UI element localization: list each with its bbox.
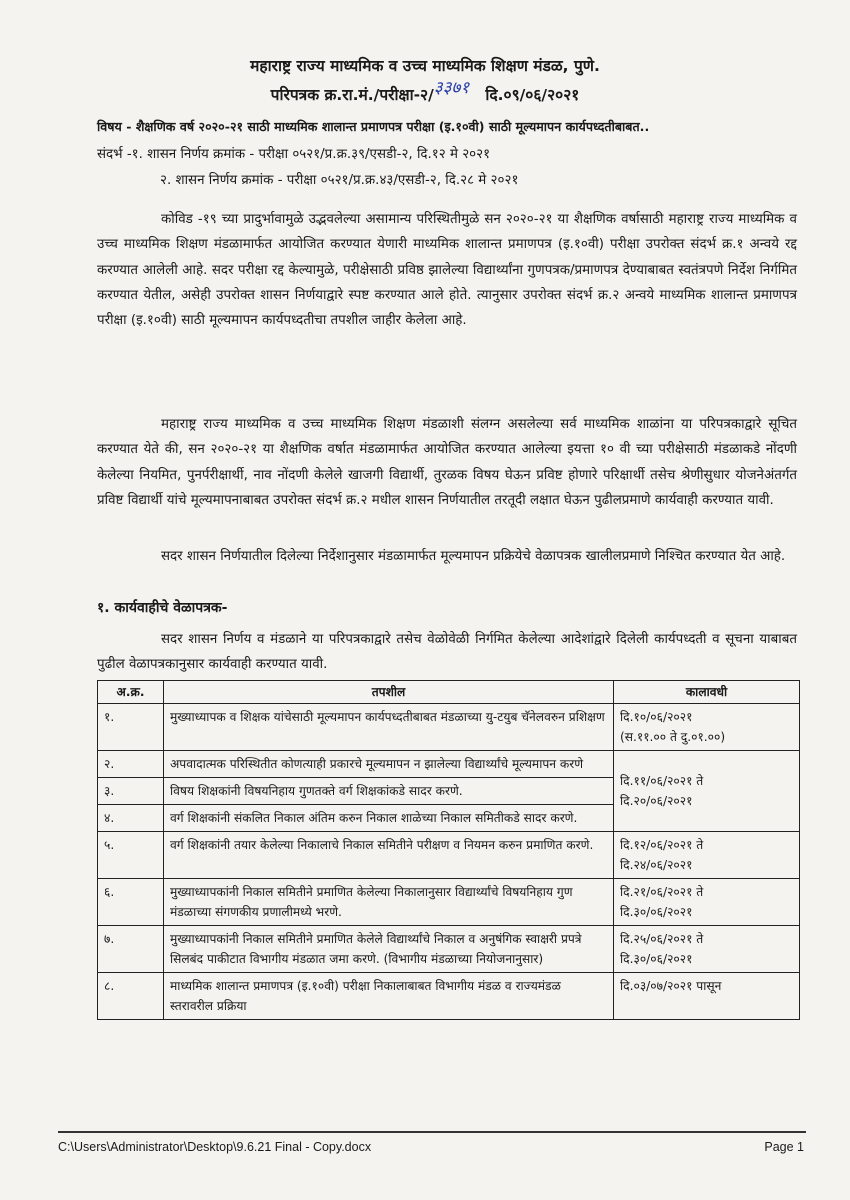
table-header-row (98, 681, 800, 704)
period-line-2: दि.३०/०६/२०२१ (620, 952, 693, 966)
circular-date: दि.०९/०६/२०२१ (485, 86, 580, 104)
table-row (98, 704, 800, 751)
row-period (614, 832, 800, 879)
paragraph-1 (97, 207, 797, 333)
column-header-serial: अ.क्र. (98, 681, 164, 704)
section-heading: १. कार्यवाहीचे वेळापत्रक- (97, 600, 228, 616)
row-period (614, 704, 800, 751)
period-line-2: दि.२४/०६/२०२१ (620, 858, 693, 872)
paragraph-4-text: सदर शासन निर्णय व मंडळाने या परिपत्रकाद्वारे तसेच वेळोवेळी निर्गमित केलेल्या आदेशांद्वारे दिलेली कार्यपध्दती व सूचना याबाबत पुढील वेळापत्रकानुसार कार्यवाही करण्यात यावी. (97, 632, 797, 673)
table-row (98, 926, 800, 973)
row-detail: अपवादात्मक परिस्थितीत कोणत्याही प्रकारचे मूल्यमापन न झालेल्या विद्यार्थ्यांचे मूल्यमापन करणे (164, 751, 614, 778)
row-number: ३. (98, 778, 164, 805)
row-period (614, 973, 800, 1020)
row-number: ६. (98, 879, 164, 926)
row-detail: विषय शिक्षकांनी विषयनिहाय गुणतक्ते वर्ग शिक्षकांकडे सादर करणे. (164, 778, 614, 805)
row-detail: वर्ग शिक्षकांनी तयार केलेल्या निकालाचे निकाल समितीने परीक्षण व नियमन करुन प्रमाणित करणे. (164, 832, 614, 879)
row-period (614, 879, 800, 926)
reference-1: संदर्भ -१. शासन निर्णय क्रमांक - परीक्षा ०५२१/प्र.क्र.३९/एसडी-२, दि.१२ मे २०२१ (97, 147, 491, 162)
paragraph-2-text: महाराष्ट्र राज्य माध्यमिक व उच्च माध्यमिक शिक्षण मंडळाशी संलग्न असलेल्या सर्व माध्यमिक शाळांना या परिपत्रकाद्वारे सूचित करण्यात येते की, सन २०२०-२१ या शैक्षणिक वर्षात मंडळामार्फत आयोजित करण्यात आलेल्या इयत्ता १० वी च्या परीक्षेसाठी मंडळाकडे नोंदणी केलेल्या नियमित, पुनर्परीक्षार्थी, नाव नोंदणी केलेले खाजगी विद्यार्थी, तुरळक विषय घेऊन प्रविष्ट होणारे परिक्षार्थी तसेच श्रेणीसुधार योजनेअंतर्गत प्रविष्ट विद्यार्थी यांचे मूल्यमापनाबाबत उपरोक्त संदर्भ क्र.२ मधील शासन निर्णयातील तरतूदी लक्षात घेऊन पुढीलप्रमाणे कार्यवाही करण्यात यावी. (97, 417, 797, 508)
schedule-table (97, 680, 800, 1020)
paragraph-1-text: कोविड -१९ च्या प्रादुर्भावामुळे उद्भवलेल्या असामान्य परिस्थितीमुळे सन २०२०-२१ या शैक्षणिक वर्षासाठी महाराष्ट्र राज्य माध्यमिक व उच्च माध्यमिक शिक्षण मंडळामार्फत आयोजित करण्यात येणारी माध्यमिक शालान्त प्रमाणपत्र (इ.१०वी) परीक्षा उपरोक्त संदर्भ क्र.१ अन्वये रद्द करण्यात आलेली आहे. सदर परीक्षा रद्द केल्यामुळे, परीक्षेसाठी प्रविष्ठ झालेल्या विद्यार्थ्यांना गुणपत्रक/प्रमाणपत्र देण्याबाबत स्वतंत्रपणे निर्देश निर्गमित करण्यात येतील, असेही उपरोक्त शासन निर्णयाद्वारे स्पष्ट करण्यात आले होते. त्यानुसार उपरोक्त संदर्भ क्र.२ अन्वये माध्यमिक शालान्त प्रमाणपत्र परीक्षा (इ.१०वी) साठी मूल्यमापन कार्यपध्दतीचा तपशील जाहीर केलेला आहे. (97, 212, 797, 329)
table-row (98, 832, 800, 879)
period-line-1: दि.२५/०६/२०२१ ते (620, 932, 704, 946)
period-line-1: दि.०३/०७/२०२१ पासून (620, 979, 722, 993)
row-detail: माध्यमिक शालान्त प्रमाणपत्र (इ.१०वी) परीक्षा निकालाबाबत विभागीय मंडळ व राज्यमंडळ स्तरावरील प्रक्रिया (164, 973, 614, 1020)
row-number: ७. (98, 926, 164, 973)
row-detail: मुख्याध्यापकांनी निकाल समितीने प्रमाणित केलेले विद्यार्थ्यांचे निकाल व अनुषंगिक स्वाक्षरी प्रपत्रे सिलबंद पाकीटात विभागीय मंडळात जमा करणे. (विभागीय मंडळाच्या नियोजनानुसार) (164, 926, 614, 973)
circular-number-handwritten: ३३७१ (433, 78, 470, 98)
row-number: ५. (98, 832, 164, 879)
reference-2: २. शासन निर्णय क्रमांक - परीक्षा ०५२१/प्र.क्र.४३/एसडी-२, दि.२८ मे २०२१ (160, 173, 519, 188)
column-header-detail: तपशील (164, 681, 614, 704)
footer-page-number: Page 1 (764, 1140, 804, 1154)
subject-line: विषय - शैक्षणिक वर्ष २०२०-२१ साठी माध्यमिक शालान्त प्रमाणपत्र परीक्षा (इ.१०वी) साठी मूल्यमापन कार्यपध्दतीबाबत.. (97, 119, 650, 134)
footer-divider (58, 1131, 806, 1133)
paragraph-4 (97, 627, 797, 678)
circular-reference-line (0, 78, 850, 105)
period-line-2: दि.३०/०६/२०२१ (620, 905, 693, 919)
row-number: २. (98, 751, 164, 778)
board-name-heading: महाराष्ट्र राज्य माध्यमिक व उच्च माध्यमिक शिक्षण मंडळ, पुणे. (250, 57, 600, 75)
row-detail: वर्ग शिक्षकांनी संकलित निकाल अंतिम करुन निकाल शाळेच्या निकाल समितीकडे सादर करणे. (164, 805, 614, 832)
period-line-1: दि.१२/०६/२०२१ ते (620, 838, 704, 852)
row-period (614, 926, 800, 973)
period-line-1: दि.१०/०६/२०२१ (620, 710, 693, 724)
row-detail: मुख्याध्यापक व शिक्षक यांचेसाठी मूल्यमापन कार्यपध्दतीबाबत मंडळाच्या यु-टयुब चॅनेलवरुन प्रशिक्षण (164, 704, 614, 751)
paragraph-3-text: सदर शासन निर्णयातील दिलेल्या निर्देशानुसार मंडळामार्फत मूल्यमापन प्रक्रियेचे वेळापत्रक खालीलप्रमाणे निश्चित करण्यात येत आहे. (161, 549, 786, 564)
paragraph-2 (97, 412, 797, 513)
period-line-2: (स.११.०० ते दु.०१.००) (620, 730, 726, 744)
paragraph-3 (97, 544, 797, 569)
row-number: ८. (98, 973, 164, 1020)
circular-prefix: परिपत्रक क्र.रा.मं./परीक्षा-२/ (270, 86, 434, 104)
period-line-1: दि.२१/०६/२०२१ ते (620, 885, 704, 899)
footer-file-path: C:\Users\Administrator\Desktop\9.6.21 Final - Copy.docx (58, 1140, 372, 1154)
row-number: १. (98, 704, 164, 751)
table-row (98, 879, 800, 926)
period-line-1: दि.११/०६/२०२१ ते (620, 774, 704, 788)
period-line-2: दि.२०/०६/२०२१ (620, 794, 693, 808)
column-header-period: कालावधी (614, 681, 800, 704)
row-number: ४. (98, 805, 164, 832)
table-row (98, 973, 800, 1020)
row-period-merged (614, 751, 800, 832)
row-detail: मुख्याध्यापकांनी निकाल समितीने प्रमाणित केलेल्या निकालानुसार विद्यार्थ्यांचे विषयनिहाय गुण मंडळाच्या संगणकीय प्रणालीमध्ये भरणे. (164, 879, 614, 926)
table-row (98, 751, 800, 778)
